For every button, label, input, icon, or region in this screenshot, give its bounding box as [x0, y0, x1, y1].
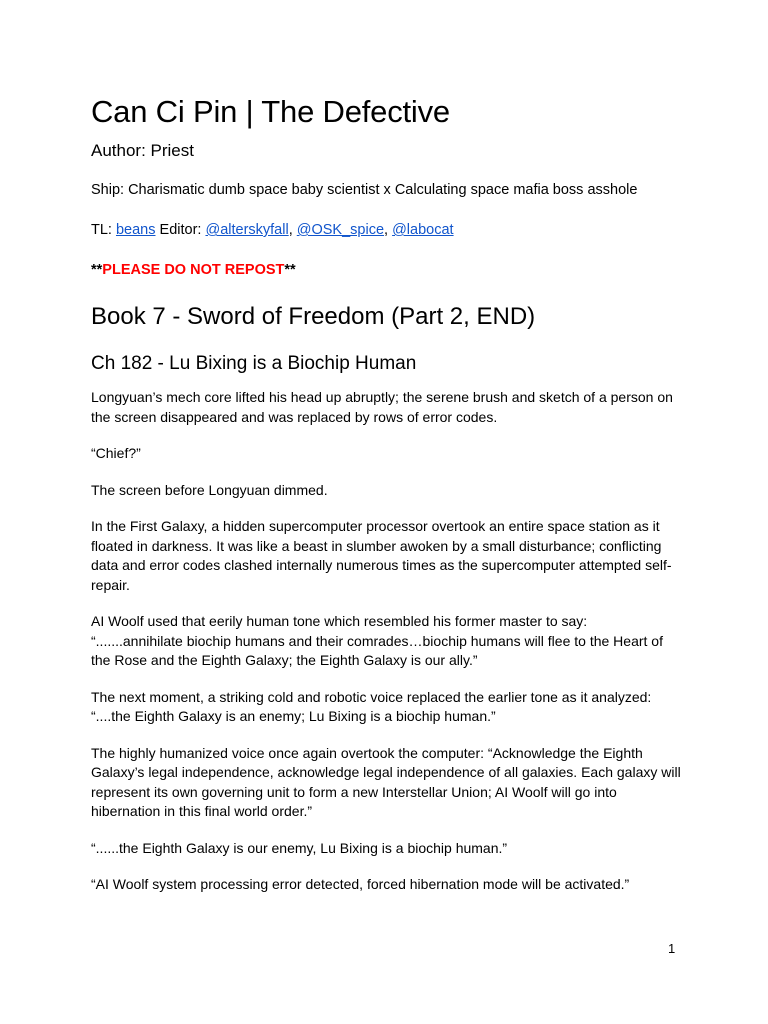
paragraph: Longyuan’s mech core lifted his head up abruptly; the serene brush and sketch of a person on the screen disappeared and was replaced by rows of error codes. — [91, 389, 673, 425]
credits-separator: , — [384, 222, 393, 238]
book-title: Book 7 - Sword of Freedom (Part 2, END) — [91, 303, 536, 330]
editor-link-osk-spice[interactable]: @OSK_spice — [296, 222, 385, 238]
paragraph: The screen before Longyuan dimmed. — [91, 481, 328, 498]
paragraph: The next moment, a striking cold and robotic voice replaced the earlier tone as it analyzed: “....the Eighth Galaxy is an enemy; Lu Bixing is a biochip human.” — [91, 688, 652, 724]
credits-line — [91, 220, 681, 240]
page-number: 1 — [668, 941, 676, 956]
document-title: Can Ci Pin | The Defective — [91, 94, 450, 129]
tl-link-beans[interactable]: beans — [115, 222, 156, 238]
author-line: Author: Priest — [91, 141, 194, 160]
repost-warning — [91, 260, 681, 280]
paragraph: In the First Galaxy, a hidden supercomputer processor overtook an entire space station as it floated in darkness. It was like a beast in slumber awoken by a small disturbance; conflicting data and error codes clashed internally numerous times as the supercomputer attempted self-repair. — [91, 518, 672, 593]
tl-label: TL: — [91, 222, 116, 238]
editor-link-labocat[interactable]: @labocat — [392, 222, 454, 238]
paragraph: “Chief?” — [91, 445, 141, 461]
editor-label: Editor: — [155, 222, 206, 238]
editor-link-alterskyfall[interactable]: @alterskyfall — [205, 222, 289, 238]
credits-separator: , — [288, 222, 297, 238]
paragraph: The highly humanized voice once again overtook the computer: “Acknowledge the Eighth Galaxy’s legal independence, acknowledge legal independence of all galaxies. Each galaxy will represent its own governing unit to form a new Interstellar Union; AI Woolf will go into hibernation in this final world order.” — [91, 744, 681, 819]
document-content — [91, 93, 681, 912]
warning-prefix: ** — [91, 262, 103, 278]
paragraph: “AI Woolf system processing error detected, forced hibernation mode will be activated.” — [91, 876, 630, 892]
paragraph: “......the Eighth Galaxy is our enemy, Lu Bixing is a biochip human.” — [91, 839, 508, 856]
paragraph: AI Woolf used that eerily human tone which resembled his former master to say: “.......annihilate biochip humans and their comrades…biochip humans will flee to the Heart of the Rose and the Eighth Galaxy; the Eighth Galaxy is our ally.” — [91, 613, 663, 668]
warning-suffix: ** — [284, 262, 296, 278]
ship-line: Ship: Charismatic dumb space baby scientist x Calculating space mafia boss asshole — [91, 182, 638, 198]
warning-text: PLEASE DO NOT REPOST — [102, 262, 285, 278]
chapter-title: Ch 182 - Lu Bixing is a Biochip Human — [91, 353, 417, 374]
